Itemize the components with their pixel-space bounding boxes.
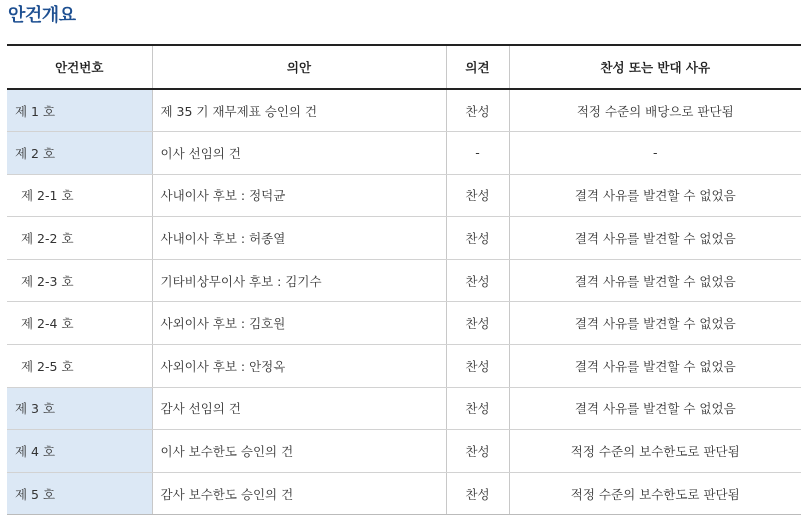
table-row [7, 132, 801, 175]
page-title: 안건개요 [8, 5, 76, 26]
table-row [7, 430, 801, 473]
row-item: 감사 선임의 건 [152, 387, 446, 430]
row-number: 제 2-4 호 [7, 302, 152, 345]
row-item: 사외이사 후보 : 안정옥 [152, 345, 446, 388]
row-item: 감사 보수한도 승인의 건 [152, 472, 446, 515]
row-reason: 결격 사유를 발견할 수 없었음 [509, 217, 801, 260]
row-item: 이사 선임의 건 [152, 132, 446, 175]
header-opinion: 의견 [446, 45, 509, 89]
table-row [7, 345, 801, 388]
row-item: 사내이사 후보 : 허종열 [152, 217, 446, 260]
table-row [7, 387, 801, 430]
row-opinion: - [446, 132, 509, 175]
table-row [7, 472, 801, 515]
row-reason: - [509, 132, 801, 175]
row-opinion: 찬성 [446, 387, 509, 430]
header-reason: 찬성 또는 반대 사유 [509, 45, 801, 89]
table-header-row [7, 45, 801, 89]
row-number: 제 1 호 [7, 89, 152, 132]
row-opinion: 찬성 [446, 472, 509, 515]
row-opinion: 찬성 [446, 302, 509, 345]
row-item: 이사 보수한도 승인의 건 [152, 430, 446, 473]
row-reason: 결격 사유를 발견할 수 없었음 [509, 259, 801, 302]
row-opinion: 찬성 [446, 430, 509, 473]
row-number: 제 4 호 [7, 430, 152, 473]
row-number: 제 5 호 [7, 472, 152, 515]
row-number: 제 2-3 호 [7, 259, 152, 302]
row-reason: 결격 사유를 발견할 수 없었음 [509, 174, 801, 217]
row-item: 기타비상무이사 후보 : 김기수 [152, 259, 446, 302]
row-opinion: 찬성 [446, 345, 509, 388]
row-item: 사내이사 후보 : 정덕균 [152, 174, 446, 217]
row-item: 사외이사 후보 : 김호원 [152, 302, 446, 345]
row-item: 제 35 기 재무제표 승인의 건 [152, 89, 446, 132]
row-reason: 결격 사유를 발견할 수 없었음 [509, 387, 801, 430]
table-row [7, 259, 801, 302]
table-row [7, 302, 801, 345]
row-opinion: 찬성 [446, 217, 509, 260]
row-number: 제 2 호 [7, 132, 152, 175]
row-reason: 결격 사유를 발견할 수 없었음 [509, 345, 801, 388]
table-row [7, 174, 801, 217]
row-number: 제 2-5 호 [7, 345, 152, 388]
row-reason: 적정 수준의 보수한도로 판단됨 [509, 472, 801, 515]
row-reason: 적정 수준의 보수한도로 판단됨 [509, 430, 801, 473]
row-opinion: 찬성 [446, 259, 509, 302]
table-row [7, 89, 801, 132]
header-item: 의안 [152, 45, 446, 89]
row-opinion: 찬성 [446, 89, 509, 132]
row-number: 제 3 호 [7, 387, 152, 430]
header-number: 안건번호 [7, 45, 152, 89]
row-reason: 적정 수준의 배당으로 판단됨 [509, 89, 801, 132]
row-number: 제 2-2 호 [7, 217, 152, 260]
row-reason: 결격 사유를 발견할 수 없었음 [509, 302, 801, 345]
agenda-table [7, 44, 801, 515]
table-body [7, 89, 801, 515]
row-number: 제 2-1 호 [7, 174, 152, 217]
table-row [7, 217, 801, 260]
row-opinion: 찬성 [446, 174, 509, 217]
